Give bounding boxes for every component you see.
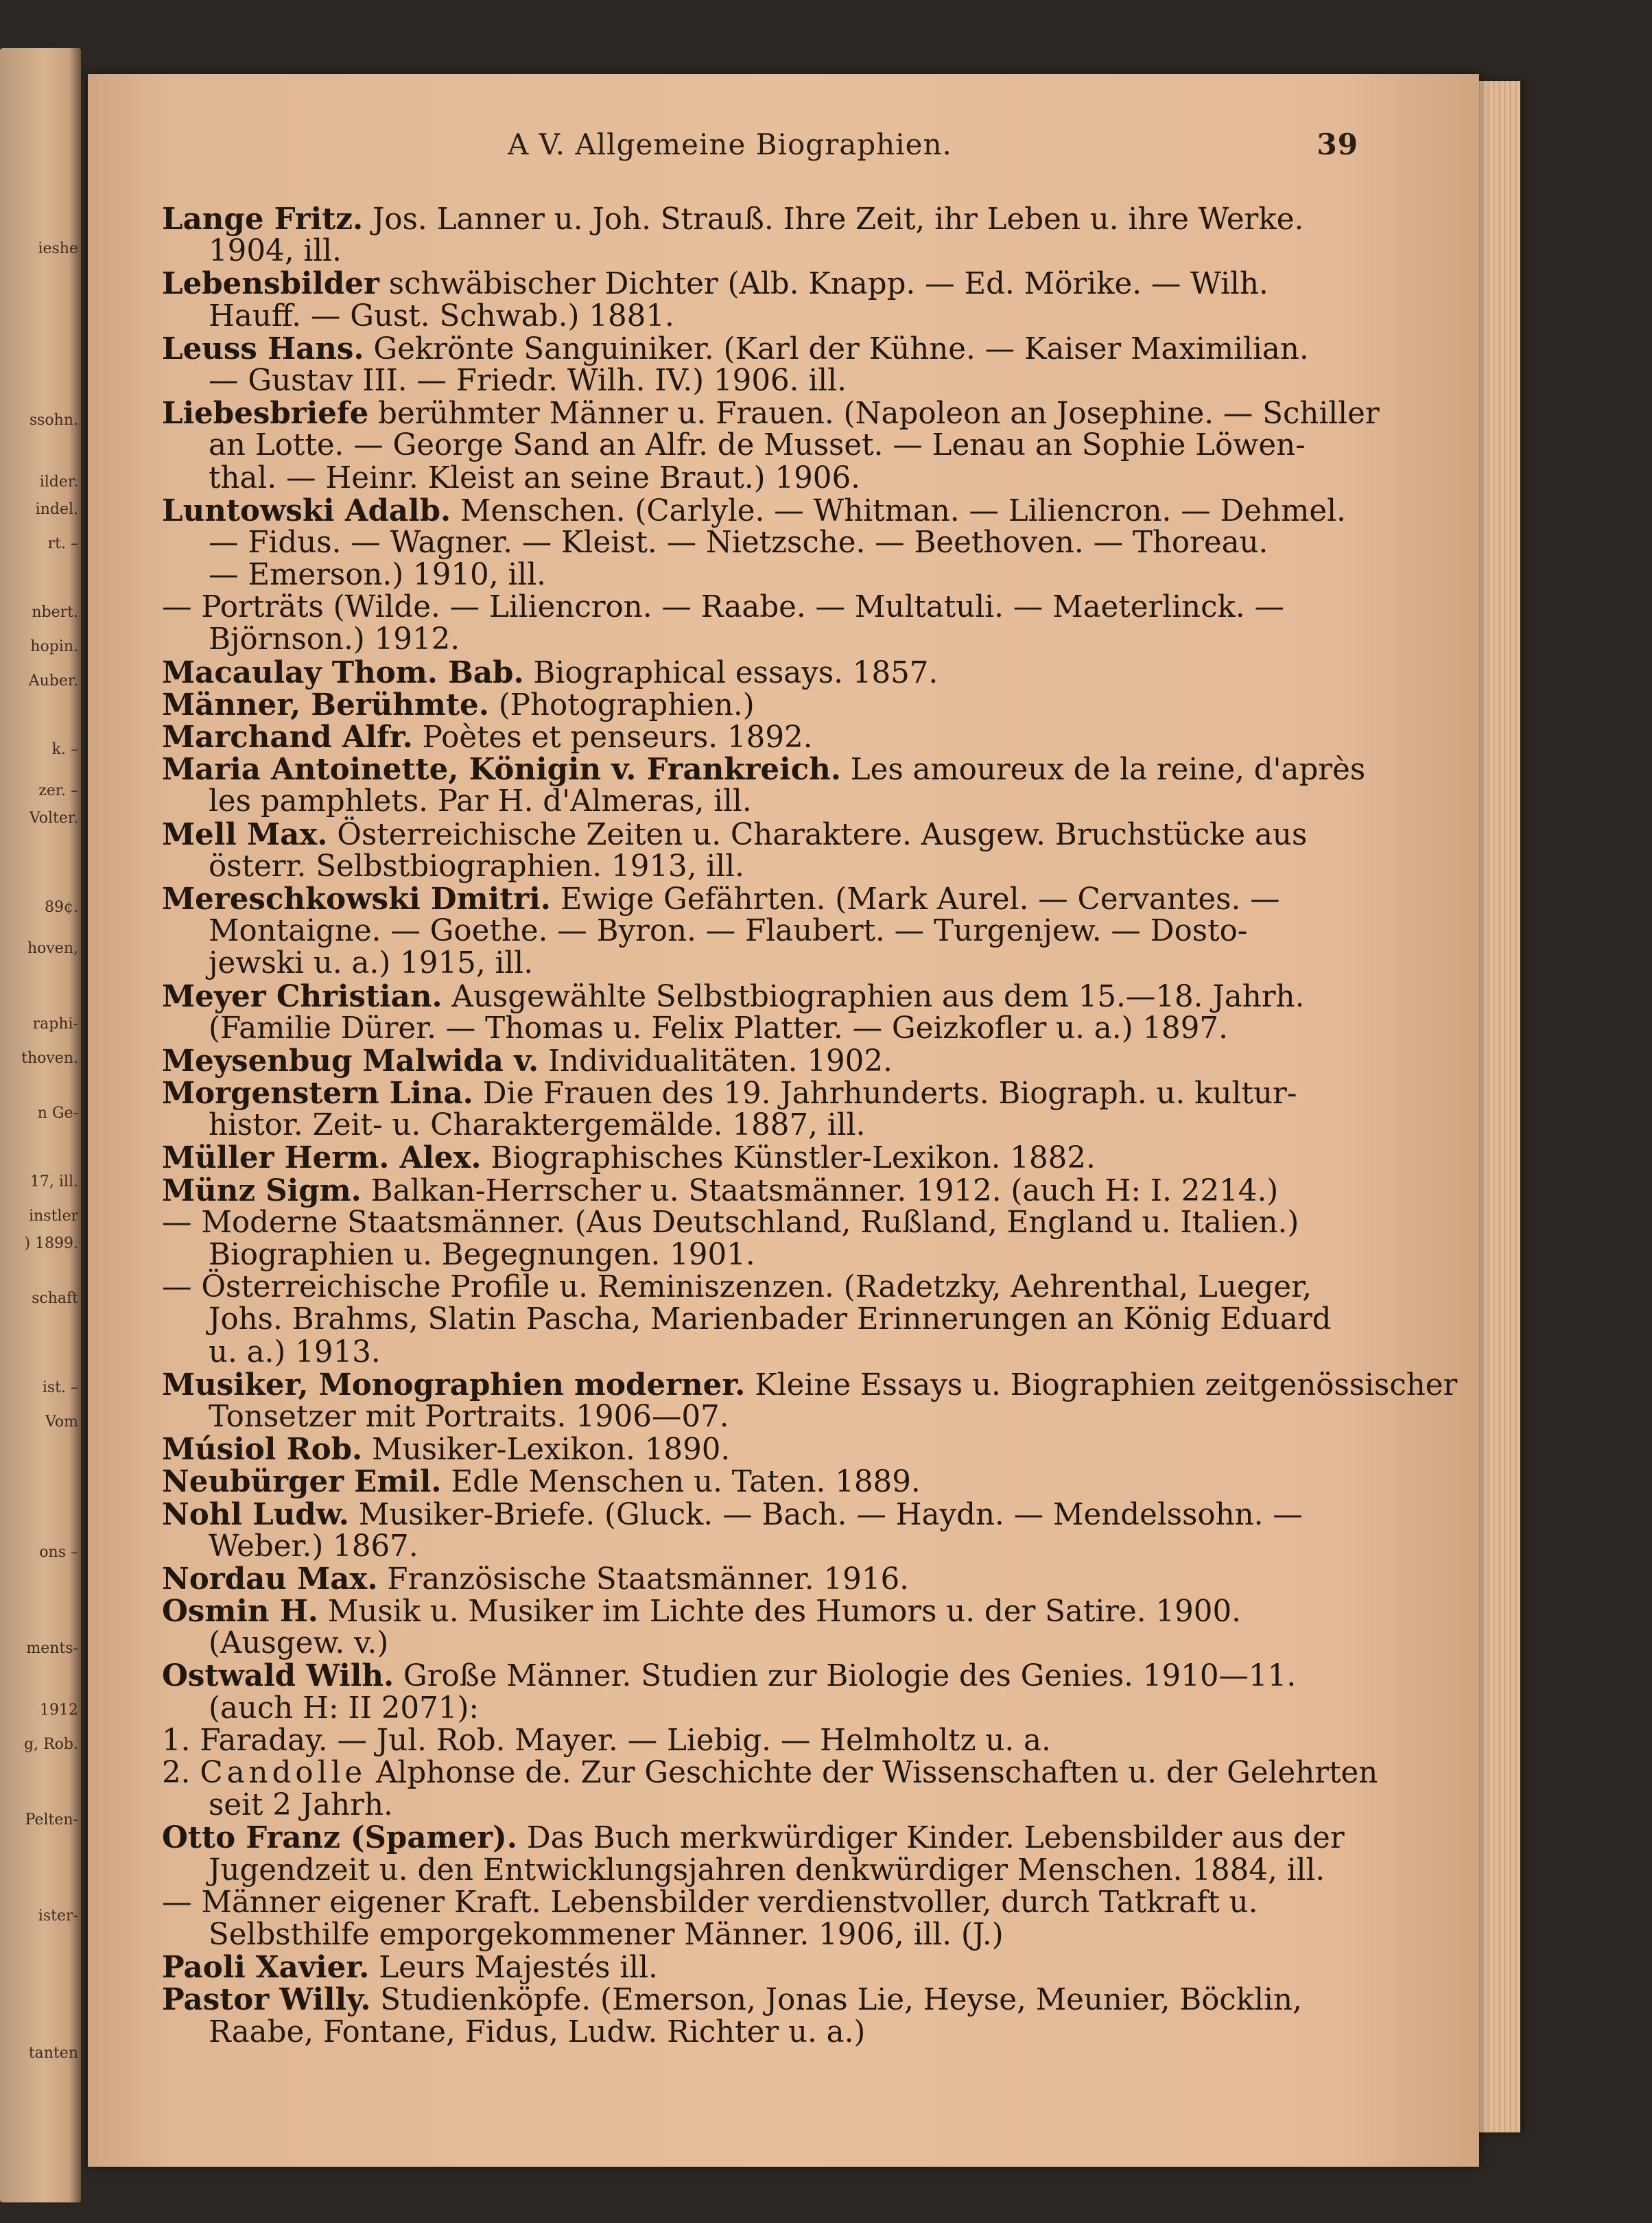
entry-heading: Neubürger Emil. — [162, 1464, 442, 1500]
entry-text: u. a.) 1913. — [209, 1334, 381, 1369]
entry-text: an Lotte. — George Sand an Alfr. de Musset. — Lenau an Sophie Löwen- — [209, 428, 1306, 463]
entry-text: Ausgewählte Selbstbiographien aus dem 15.—18. Jahrh. — [442, 979, 1305, 1014]
entry-heading: Müller Herm. Alex. — [162, 1140, 482, 1176]
entry-text: (Ausgew. v.) — [209, 1626, 389, 1661]
entry-text: Montaigne. — Goethe. — Byron. — Flaubert. — Turgenjew. — Dosto- — [209, 914, 1248, 949]
entry-line — [162, 1302, 1332, 1337]
entry-line — [162, 1142, 1328, 1174]
left-page-fragment: ieshe — [38, 240, 78, 257]
entry-line — [162, 1013, 1328, 1045]
entry-line — [162, 786, 1328, 818]
left-page-fragment: Auber. — [28, 672, 78, 690]
left-page-fragment: hoven, — [27, 940, 78, 957]
entry-line — [162, 948, 1328, 980]
entry-heading: Musiker, Monographien moderner. — [162, 1367, 746, 1402]
entry-text: 2. — [162, 1756, 200, 1790]
entry-line — [162, 657, 1328, 689]
left-page-fragment: ments- — [26, 1640, 78, 1657]
running-header — [508, 128, 1358, 169]
left-page-fragment: instler — [29, 1208, 78, 1225]
entry-text: Französische Staatsmänner. 1916. — [377, 1562, 909, 1597]
header-title: A V. Allgemeine Biographien. — [508, 128, 952, 161]
entry-heading: Liebesbriefe — [162, 396, 369, 432]
entry-text: les pamphlets. Par H. d'Almeras, ill. — [209, 784, 752, 819]
entry-line — [162, 559, 1328, 591]
left-page-fragment: g, Rob. — [24, 1736, 78, 1753]
entry-heading: Osmin H. — [162, 1594, 318, 1630]
entry-heading: Nordau Max. — [162, 1561, 378, 1597]
entry-line — [162, 1401, 1328, 1433]
entry-line — [162, 493, 1346, 528]
entry-heading: Morgenstern Lina. — [162, 1076, 473, 1112]
entry-line — [162, 1725, 1328, 1757]
entry-line — [162, 235, 1328, 268]
entry-text: Selbsthilfe emporgekommener Männer. 1906, ill. (J.) — [209, 1917, 1004, 1952]
left-page-fragment: hopin. — [30, 638, 78, 655]
left-page-fragment: zer. – — [38, 782, 78, 799]
left-page-fragment: ssohn. — [29, 412, 78, 429]
entry-heading: Männer, Berühmte. — [162, 687, 489, 722]
entry-text: Das Buch merkwürdiger Kinder. Lebensbilder aus der — [517, 1821, 1345, 1856]
entry-text: Edle Menschen u. Taten. 1889. — [441, 1465, 921, 1500]
entry-heading: Nohl Ludw. — [162, 1496, 349, 1532]
entry-text: Raabe, Fontane, Fidus, Ludw. Richter u. a.) — [209, 2014, 866, 2049]
entry-line — [162, 203, 1328, 235]
entry-heading: Lebensbilder — [162, 266, 379, 302]
entry-text: Biographisches Künstler-Lexikon. 1882. — [481, 1141, 1096, 1176]
entry-line — [162, 980, 1328, 1013]
entry-heading: Maria Antoinette, Königin v. Frankreich. — [162, 752, 841, 788]
entry-heading: Münz Sigm. — [162, 1173, 362, 1208]
entry-text: Österreichische Zeiten u. Charaktere. Ausgew. Bruchstücke aus — [327, 817, 1308, 852]
entry-text: Jugendzeit u. den Entwicklungsjahren denkwürdiger Menschen. 1884, ill. — [209, 1852, 1325, 1887]
entry-text: (auch H: II 2071): — [209, 1691, 480, 1726]
left-page-fragment: ist. – — [42, 1379, 78, 1396]
entry-text: Die Frauen des 19. Jahrhunderts. Biograph. u. kultur- — [473, 1077, 1297, 1112]
entry-line — [162, 1271, 1328, 1304]
entry-heading: Otto Franz (Spamer). — [162, 1820, 517, 1856]
entry-line — [162, 1175, 1328, 1207]
entry-line — [162, 1076, 1328, 1112]
entry-text: Gekrönte Sanguiniker. (Karl der Kühne. — Kaiser Maximilian. — [364, 331, 1309, 366]
entry-text: — Fidus. — Wagner. — Kleist. — Nietzsche. — Beethoven. — Thoreau. — [209, 525, 1268, 560]
entry-line — [162, 527, 1328, 559]
left-page-fragment: 89¢. — [45, 899, 78, 916]
entry-line — [162, 298, 1328, 333]
entry-text: Menschen. (Carlyle. — Whitman. — Liliencron. — Dehmel. — [451, 493, 1346, 528]
left-page-fragment: ) 1899. — [24, 1235, 78, 1252]
entry-line — [162, 851, 1328, 883]
entry-text: Kleine Essays u. Biographien zeitgenössischer — [745, 1367, 1458, 1402]
entry-line — [162, 689, 1328, 721]
entry-line — [162, 1239, 1328, 1271]
entry-line — [162, 1531, 1328, 1563]
entry-line — [162, 721, 1328, 753]
left-page-fragment: ons – — [39, 1544, 78, 1561]
entry-line — [162, 1693, 1328, 1725]
entry-text: Leurs Majestés ill. — [369, 1951, 658, 1986]
entry-heading: Lange Fritz. — [162, 202, 364, 237]
entry-line — [162, 1207, 1328, 1239]
entry-text: Balkan-Herrscher u. Staatsmänner. 1912. (auch H: I. 2214.) — [361, 1173, 1279, 1208]
entry-text: — Porträts (Wilde. — Liliencron. — Raabe. — Multatuli. — Maeterlinck. — — [162, 590, 1285, 625]
entry-text: Ewige Gefährten. (Mark Aurel. — Cervantes. — — [550, 882, 1280, 917]
entry-line — [162, 1367, 1458, 1402]
entry-text: Poètes et penseurs. 1892. — [412, 720, 813, 755]
left-page-fragment: Pelten- — [25, 1811, 78, 1828]
entry-line — [162, 883, 1328, 915]
entry-text: Große Männer. Studien zur Biologie des Genies. 1910—11. — [394, 1659, 1297, 1694]
entry-text: (Photographien.) — [488, 687, 755, 722]
entry-line — [162, 1594, 1328, 1630]
entry-text: Musik u. Musiker im Lichte des Humors u. der Satire. 1900. — [318, 1595, 1241, 1630]
entry-line — [162, 1109, 1328, 1142]
entry-heading: Marchand Alfr. — [162, 720, 413, 755]
left-page-fragment: Volter. — [29, 810, 78, 827]
entry-text: Biographien u. Begegnungen. 1901. — [209, 1238, 755, 1272]
entry-line — [162, 1334, 1328, 1369]
entry-line — [162, 2016, 1328, 2049]
left-page-fragment: 17, ill. — [30, 1173, 78, 1190]
entry-line — [162, 333, 1328, 365]
entry-line — [162, 1984, 1328, 2016]
entry-heading: Paoli Xavier. — [162, 1950, 370, 1986]
entry-line — [162, 1756, 1378, 1790]
left-page-fragment: nbert. — [32, 604, 78, 621]
page-number: 39 — [1317, 128, 1358, 161]
entry-text: — Emerson.) 1910, ill. — [209, 558, 546, 593]
entry-line — [162, 1919, 1328, 1951]
entry-text: Weber.) 1867. — [209, 1529, 418, 1564]
entry-text: jewski u. a.) 1915, ill. — [209, 946, 534, 981]
entry-text: Jos. Lanner u. Joh. Strauß. Ihre Zeit, ihr Leben u. ihre Werke. — [363, 202, 1304, 237]
entry-text: (Familie Dürer. — Thomas u. Felix Platter. — Geizkofler u. a.) 1897. — [209, 1011, 1228, 1046]
entry-line — [162, 1789, 1328, 1822]
entry-text: seit 2 Jahrh. — [209, 1788, 393, 1823]
entry-line — [162, 1045, 1328, 1077]
entry-text: — Männer eigener Kraft. Lebensbilder verdienstvoller, durch Tatkraft u. — [162, 1885, 1258, 1920]
entry-text: Studienköpfe. (Emerson, Jonas Lie, Heyse, Meunier, Böcklin, — [370, 1983, 1302, 2018]
entry-heading: Meyer Christian. — [162, 978, 442, 1014]
entry-text: — Österreichische Profile u. Reminiszenzen. (Radetzky, Aehrenthal, Lueger, — [162, 1270, 1312, 1305]
bibliography-list — [162, 202, 1458, 2049]
left-facing-page — [0, 48, 81, 2202]
entry-line — [162, 1887, 1328, 1919]
entry-line — [162, 816, 1328, 852]
entry-line — [162, 430, 1328, 462]
entry-line — [162, 1498, 1328, 1531]
entry-line — [162, 752, 1366, 788]
entry-line — [162, 1433, 1328, 1466]
entry-text: Björnson.) 1912. — [209, 622, 460, 657]
entry-line — [162, 1563, 1328, 1595]
entry-text: thal. — Heinr. Kleist an seine Braut.) 1906. — [209, 460, 860, 495]
entry-text: Alphonse de. Zur Geschichte der Wissenschaften u. der Gelehrten — [366, 1756, 1378, 1790]
entry-text: berühmter Männer u. Frauen. (Napoleon an Josephine. — Schiller — [368, 397, 1380, 432]
entry-text: — Gustav III. — Friedr. Wilh. IV.) 1906. ill. — [209, 363, 847, 398]
entry-spaced-name: Candolle — [200, 1756, 367, 1790]
left-page-fragment: n Ge- — [37, 1105, 78, 1122]
entry-heading: Luntowski Adalb. — [162, 493, 451, 528]
entry-text: Hauff. — Gust. Schwab.) 1881. — [209, 298, 674, 333]
entry-heading: Pastor Willy. — [162, 1982, 371, 2018]
left-page-fragment: indel. — [35, 501, 78, 518]
entry-line — [162, 1820, 1345, 1856]
entry-text: 1904, ill. — [209, 234, 342, 269]
entry-line — [162, 915, 1328, 948]
left-page-fragment: ister- — [38, 1907, 78, 1925]
entry-text: Les amoureux de la reine, d'après — [840, 753, 1366, 788]
entry-line — [162, 1466, 1328, 1498]
entry-text: Musiker-Briefe. (Gluck. — Bach. — Haydn. — Mendelssohn. — — [349, 1497, 1303, 1532]
entry-text: histor. Zeit- u. Charaktergemälde. 1887, ill. — [209, 1108, 866, 1143]
entry-text: österr. Selbstbiographien. 1913, ill. — [209, 849, 744, 884]
left-page-fragment: ilder. — [39, 473, 78, 491]
left-page-fragment: tanten — [28, 2045, 78, 2062]
entry-heading: Ostwald Wilh. — [162, 1658, 394, 1694]
left-page-fragment: raphi- — [32, 1015, 78, 1033]
entry-text: — Moderne Staatsmänner. (Aus Deutschland, Rußland, England u. Italien.) — [162, 1205, 1299, 1240]
entry-heading: Mereschkowski Dmitri. — [162, 881, 551, 917]
entry-line — [162, 1627, 1328, 1660]
left-page-fragment: Vom — [45, 1413, 78, 1431]
entry-heading: Leuss Hans. — [162, 331, 364, 366]
entry-line — [162, 1951, 1328, 1984]
left-page-fragment: 1912 — [40, 1702, 78, 1719]
left-page-fragment: thoven. — [21, 1050, 78, 1067]
entry-text: schwäbischer Dichter (Alb. Knapp. — Ed. Mörike. — Wilh. — [379, 267, 1268, 302]
entry-text: 1. Faraday. — Jul. Rob. Mayer. — Liebig. — Helmholtz u. a. — [162, 1723, 1051, 1758]
entry-text: Johs. Brahms, Slatin Pascha, Marienbader Erinnerungen an König Eduard — [209, 1302, 1332, 1337]
entry-text: Biographical essays. 1857. — [523, 655, 939, 690]
entry-line — [162, 624, 1328, 656]
entry-line — [162, 591, 1328, 624]
entry-line — [162, 1660, 1328, 1692]
entry-heading: Meysenbug Malwida v. — [162, 1043, 539, 1079]
entry-line — [162, 365, 1328, 397]
left-page-fragment: rt. – — [47, 535, 78, 552]
entry-line — [162, 268, 1328, 300]
entry-line — [162, 396, 1380, 432]
entry-heading: Músiol Rob. — [162, 1432, 363, 1468]
entry-text: Tonsetzer mit Portraits. 1906—07. — [209, 1399, 729, 1434]
left-page-fragment: schaft — [32, 1290, 78, 1307]
entry-line — [162, 462, 1328, 495]
entry-text: Individualitäten. 1902. — [539, 1044, 893, 1079]
entry-text: Musiker-Lexikon. 1890. — [362, 1433, 731, 1468]
left-page-fragment: k. – — [51, 741, 78, 758]
entry-heading: Mell Max. — [162, 816, 328, 852]
entry-heading: Macaulay Thom. Bab. — [162, 655, 524, 690]
entry-line — [162, 1852, 1328, 1887]
